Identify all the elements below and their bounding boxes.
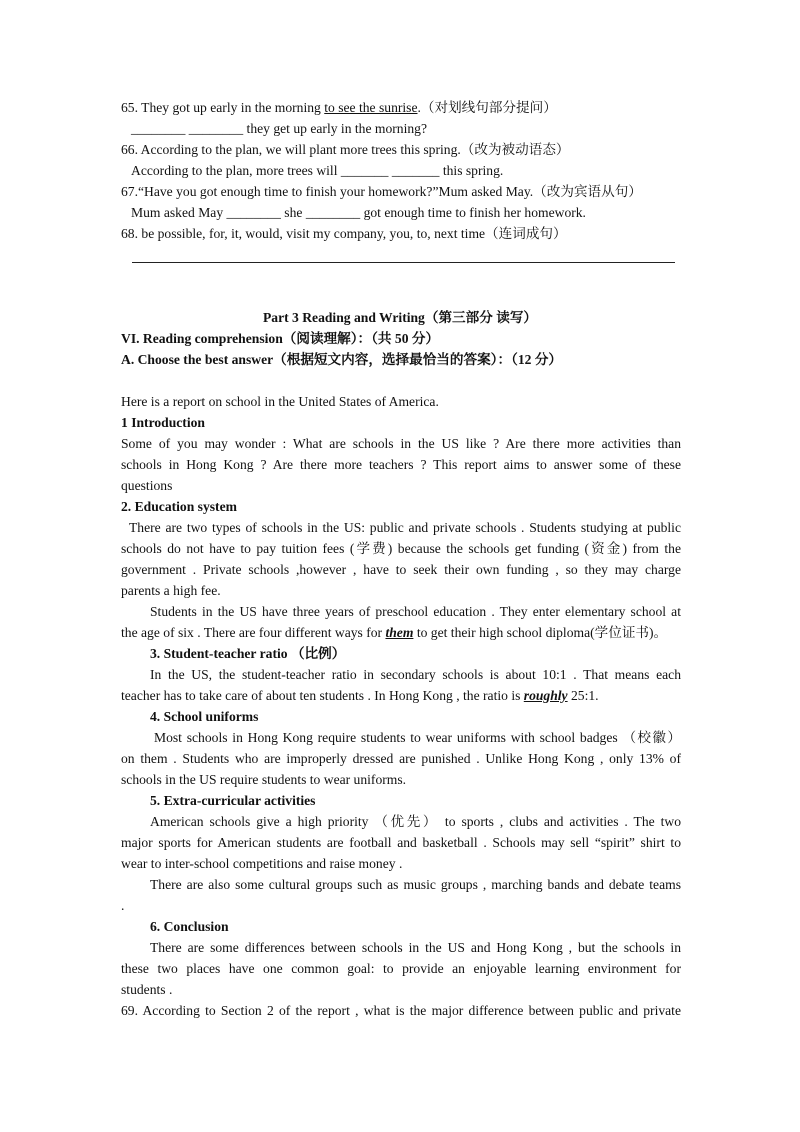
paragraph-line: American schools give a high priority （优先） to sports , clubs and activities . The two (150, 814, 681, 829)
question-65 (121, 98, 681, 118)
paragraph-line: questions (121, 478, 173, 493)
question-66: 66. According to the plan, we will plant more trees this spring.（改为被动语态） (121, 142, 570, 157)
paragraph-line: In the US, the student-teacher ratio in secondary schools is about 10:1 . That means each (150, 667, 681, 682)
q65-underlined-part: to see the sunrise (324, 100, 418, 115)
text-span: to get their high school diploma(学位证书)。 (413, 625, 668, 640)
paragraph-line: students . (121, 982, 173, 997)
heading-school-uniforms: 4. School uniforms (150, 709, 259, 724)
paragraph-line: these two places have one common goal: to provide an enjoyable learning environment for (121, 961, 681, 976)
q65-text-b: .（对划线句部分提问） (417, 100, 557, 115)
paragraph-line: government . Private schools ,however , have to seek their own funding , so they may charge (121, 562, 681, 577)
heading-student-teacher-ratio: 3. Student-teacher ratio （比例） (150, 646, 346, 661)
text-span: 25:1. (567, 688, 599, 703)
part3-title: Part 3 Reading and Writing（第三部分 读写） (262, 310, 538, 325)
q67-fill-line[interactable]: Mum asked May ________ she ________ got enough time to finish her homework. (131, 205, 586, 220)
paragraph-line: schools in Hong Kong ? Are there more teachers ? This report aims to answer some of these (121, 457, 681, 472)
section-a-heading: A. Choose the best answer（根据短文内容，选择最恰当的答案）：（12 分） (121, 352, 563, 367)
paragraph-line: Students in the US have three years of preschool education . They enter elementary school at (150, 604, 681, 619)
text-span: the age of six . There are four different ways for (121, 625, 386, 640)
question-69: 69. According to Section 2 of the report , what is the major difference between public and private (121, 1003, 681, 1018)
section-vi-heading: VI. Reading comprehension（阅读理解）：（共 50 分） (121, 331, 440, 346)
paragraph-line: Most schools in Hong Kong require students to wear uniforms with school badges （校徽） (154, 730, 681, 745)
q68-answer-line[interactable] (132, 262, 675, 263)
paragraph-line: There are two types of schools in the US: public and private schools . Students studying at public (129, 520, 681, 535)
heading-extra-curricular: 5. Extra-curricular activities (150, 793, 316, 808)
q65-text-a: 65. They got up early in the morning (121, 100, 325, 115)
paragraph-line: . (121, 898, 125, 913)
report-intro: Here is a report on school in the United States of America. (121, 394, 439, 409)
paragraph-line: wear to inter-school competitions and raise money . (121, 856, 403, 871)
question-68: 68. be possible, for, it, would, visit my company, you, to, next time（连词成句） (121, 226, 567, 241)
emphasized-word-them: them (385, 625, 414, 640)
paragraph-line: Some of you may wonder : What are schools in the US like ? Are there more activities than (121, 436, 681, 451)
question-67: 67.“Have you got enough time to finish your homework?”Mum asked May.（改为宾语从句） (121, 184, 642, 199)
paragraph-line (121, 623, 681, 643)
q66-fill-line[interactable]: According to the plan, more trees will _______ _______ this spring. (131, 163, 504, 178)
paragraph-line (121, 686, 681, 706)
paragraph-line: on them . Students who are improperly dressed are punished . Unlike Hong Kong , only 13% of (121, 751, 681, 766)
emphasized-word-roughly: roughly (523, 688, 568, 703)
paragraph-line: There are some differences between schools in the US and Hong Kong , but the schools in (150, 940, 681, 955)
paragraph-line: There are also some cultural groups such as music groups , marching bands and debate teams (150, 877, 681, 892)
paragraph-line: schools in the US require students to wear uniforms. (121, 772, 407, 787)
heading-introduction: 1 Introduction (121, 415, 205, 430)
paragraph-line: parents a high fee. (121, 583, 221, 598)
paragraph-line: schools do not have to pay tuition fees (学费) because the schools get funding (资金) from the (121, 541, 681, 556)
heading-conclusion: 6. Conclusion (150, 919, 229, 934)
q65-fill-line[interactable]: ________ ________ they get up early in the morning? (131, 121, 427, 136)
heading-education-system: 2. Education system (121, 499, 237, 514)
text-span: teacher has to take care of about ten students . In Hong Kong , the ratio is (121, 688, 524, 703)
paragraph-line: major sports for American students are football and basketball . Schools may sell “spirit” shirt to (121, 835, 681, 850)
